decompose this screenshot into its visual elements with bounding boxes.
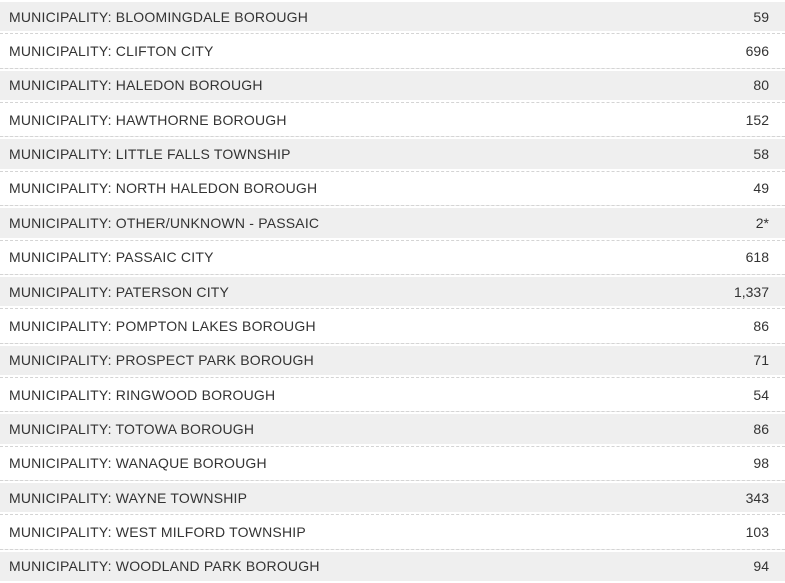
- table-row: [0, 549, 785, 583]
- municipality-label: MUNICIPALITY: POMPTON LAKES BOROUGH: [9, 317, 316, 334]
- municipality-label: MUNICIPALITY: WAYNE TOWNSHIP: [9, 489, 248, 506]
- table-row: [0, 480, 785, 514]
- count-value: 343: [745, 489, 769, 506]
- table-row: [0, 205, 785, 239]
- table-row: [0, 343, 785, 377]
- table-row: [0, 171, 785, 205]
- count-value: 71: [753, 352, 769, 369]
- count-value: 54: [753, 386, 769, 403]
- count-value: 152: [745, 111, 769, 128]
- table-row: [0, 274, 785, 308]
- municipality-label: MUNICIPALITY: LITTLE FALLS TOWNSHIP: [9, 146, 291, 163]
- municipality-label: MUNICIPALITY: PATERSON CITY: [9, 283, 230, 300]
- municipality-label: MUNICIPALITY: WOODLAND PARK BOROUGH: [9, 558, 320, 575]
- municipality-label: MUNICIPALITY: WEST MILFORD TOWNSHIP: [9, 524, 306, 541]
- count-value: 2*: [755, 214, 769, 231]
- count-value: 86: [753, 420, 769, 437]
- table-row: [0, 136, 785, 170]
- municipality-label: MUNICIPALITY: CLIFTON CITY: [9, 43, 214, 60]
- count-value: 1,337: [733, 283, 769, 300]
- municipality-label: MUNICIPALITY: TOTOWA BOROUGH: [9, 420, 255, 437]
- municipality-label: MUNICIPALITY: HAWTHORNE BOROUGH: [9, 111, 287, 128]
- municipality-label: MUNICIPALITY: PASSAIC CITY: [9, 249, 214, 266]
- table-row: [0, 102, 785, 136]
- table-row: [0, 514, 785, 548]
- municipality-label: MUNICIPALITY: PROSPECT PARK BOROUGH: [9, 352, 314, 369]
- table-row: [0, 377, 785, 411]
- table-row: [0, 411, 785, 445]
- municipality-label: MUNICIPALITY: OTHER/UNKNOWN - PASSAIC: [9, 214, 320, 231]
- municipality-label: MUNICIPALITY: WANAQUE BOROUGH: [9, 455, 267, 472]
- count-value: 86: [753, 317, 769, 334]
- count-value: 80: [753, 77, 769, 94]
- count-value: 103: [745, 524, 769, 541]
- table-row: [0, 446, 785, 480]
- municipality-label: MUNICIPALITY: NORTH HALEDON BOROUGH: [9, 180, 318, 197]
- count-value: 49: [753, 180, 769, 197]
- count-value: 58: [753, 146, 769, 163]
- count-value: 94: [753, 558, 769, 575]
- table-row: [0, 0, 785, 33]
- municipality-label: MUNICIPALITY: RINGWOOD BOROUGH: [9, 386, 276, 403]
- table-row: [0, 68, 785, 102]
- table-row: [0, 308, 785, 342]
- municipality-label: MUNICIPALITY: HALEDON BOROUGH: [9, 77, 263, 94]
- count-value: 696: [745, 43, 769, 60]
- count-value: 618: [745, 249, 769, 266]
- municipality-label: MUNICIPALITY: BLOOMINGDALE BOROUGH: [9, 8, 309, 25]
- count-value: 59: [753, 8, 769, 25]
- count-value: 98: [753, 455, 769, 472]
- table-row: [0, 240, 785, 274]
- table-row: [0, 33, 785, 67]
